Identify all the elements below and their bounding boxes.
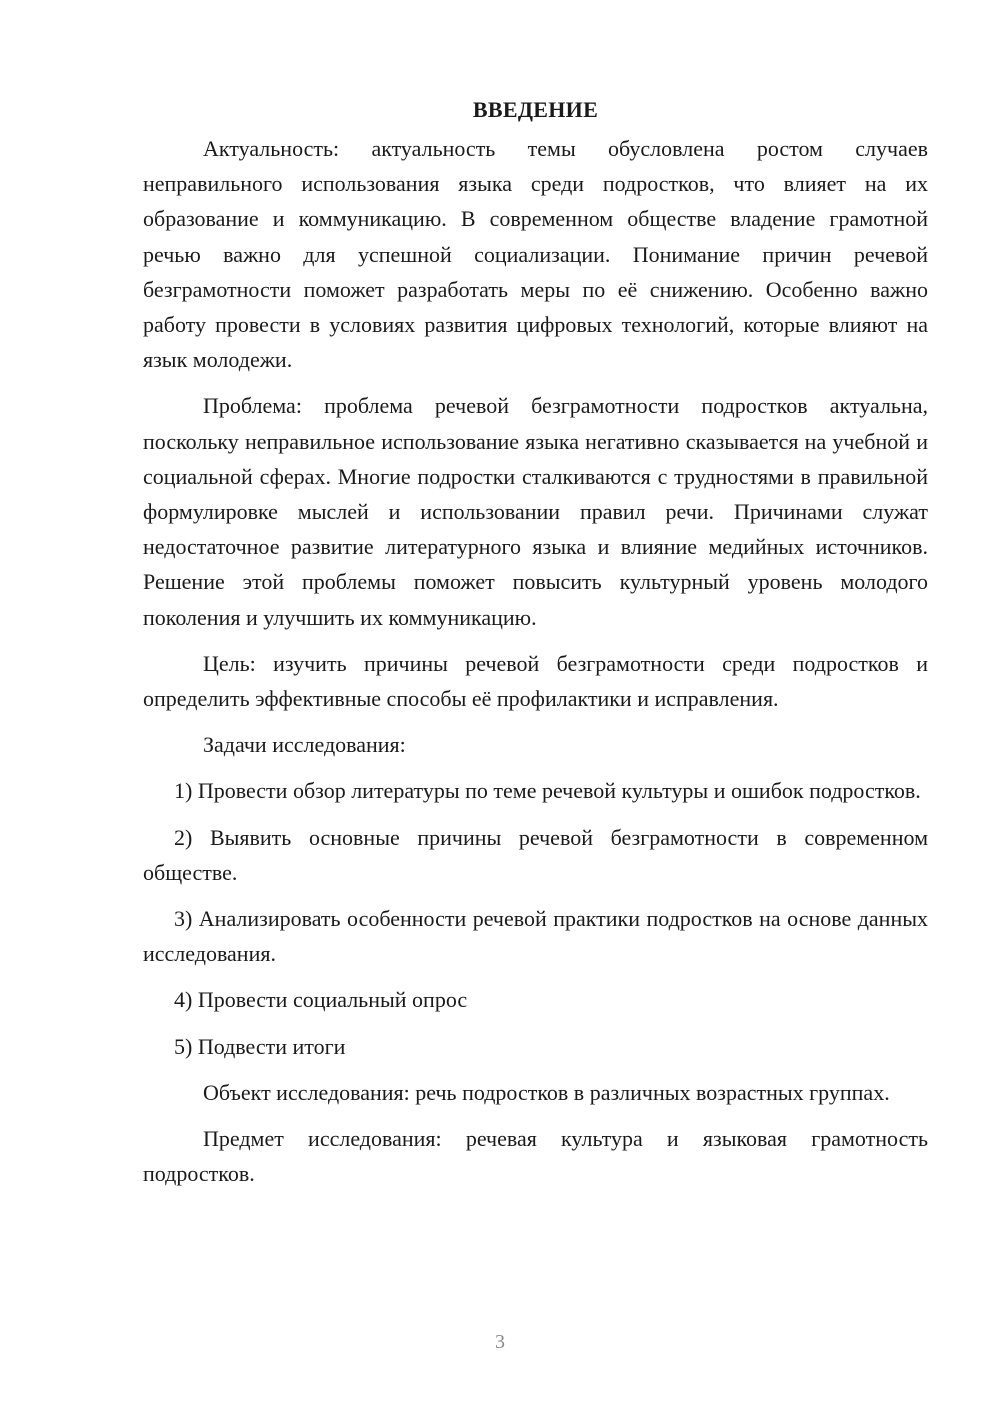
task-item-3: 3) Анализировать особенности речевой практики подростков на основе данных исследования.	[143, 906, 928, 967]
tasks-heading: Задачи исследования:	[203, 732, 406, 758]
goal-paragraph: Цель: изучить причины речевой безграмотности среди подростков и определить эффективные способы её профилактики и исправления.	[143, 650, 928, 712]
page-content	[143, 94, 928, 1191]
task-item-4: 4) Провести социальный опрос	[174, 987, 468, 1013]
page-number: 3	[495, 1331, 505, 1353]
object-paragraph: Объект исследования: речь подростков в различных возрастных группах.	[203, 1079, 890, 1105]
task-item-2: 2) Выявить основные причины речевой безграмотности в современном обществе.	[143, 824, 928, 885]
subject-paragraph: Предмет исследования: речевая культура и языковая грамотность подростков.	[143, 1126, 928, 1187]
task-item-5: 5) Подвести итоги	[174, 1033, 346, 1059]
problem-paragraph: Проблема: проблема речевой безграмотности подростков актуальна, поскольку неправильное использование языка негативно сказывается на учебной и социальной сферах. Многие подростки сталкиваются с трудностями в правильной формулировке мыслей и использовании правил речи. Причинами служат недостаточное развитие литературного языка и влияние медийных источников. Решение этой проблемы поможет повысить культурный уровень молодого поколения и улучшить их коммуникацию.	[143, 393, 928, 630]
task-item-1: 1) Провести обзор литературы по теме речевой культуры и ошибок подростков.	[174, 778, 921, 804]
section-title: ВВЕДЕНИЕ	[472, 97, 599, 122]
relevance-paragraph: Актуальность: актуальность темы обусловлена ростом случаев неправильного использования языка среди подростков, что влияет на их образование и коммуникацию. В современном обществе владение грамотной речью важно для успешной социализации. Понимание причин речевой безграмотности поможет разработать меры по её снижению. Особенно важно работу провести в условиях развития цифровых технологий, которые влияют на язык молодежи.	[143, 136, 928, 373]
